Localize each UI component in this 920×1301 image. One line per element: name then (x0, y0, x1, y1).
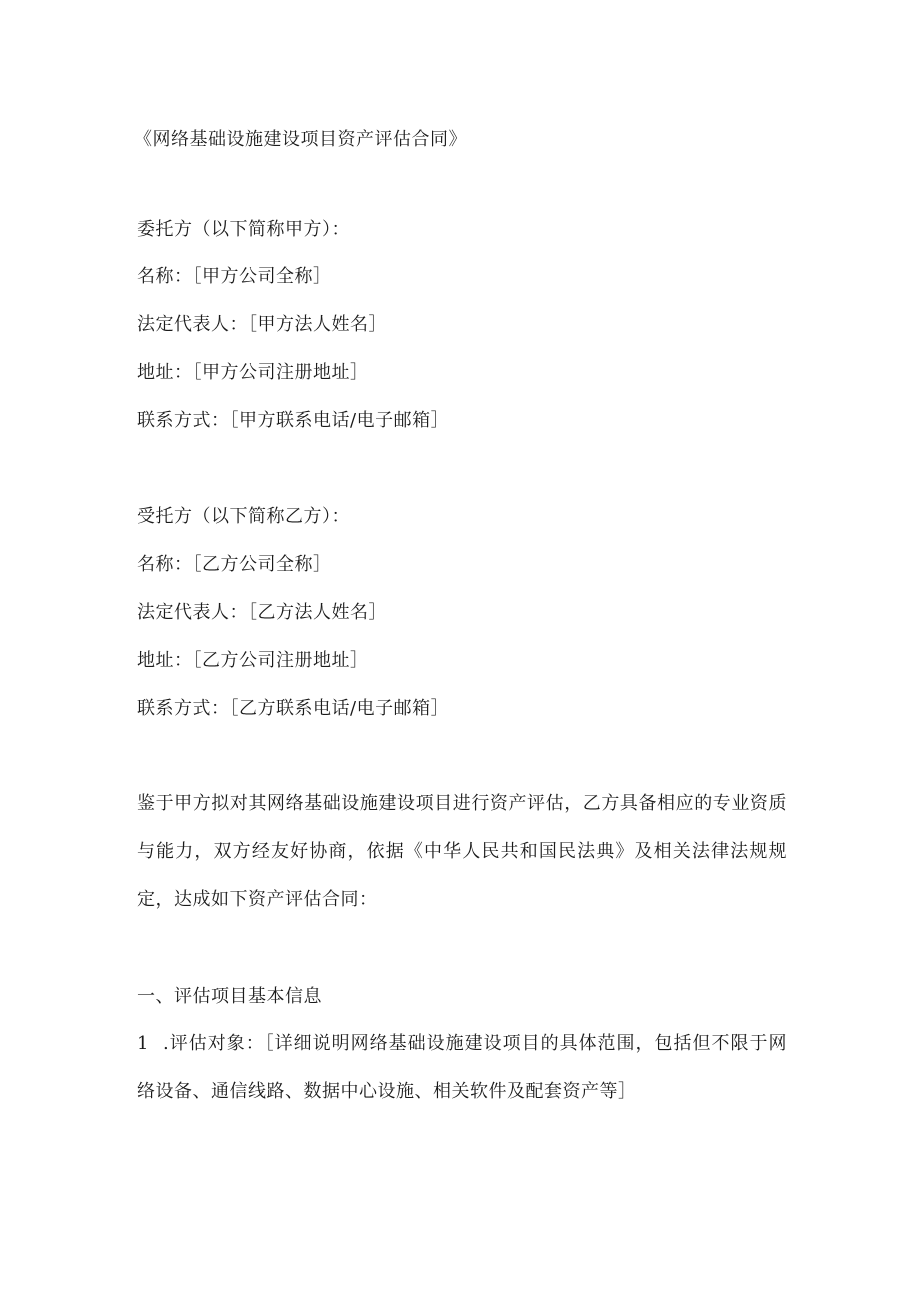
section-1-item-1 (137, 1020, 787, 1116)
party-a-legal-rep: 法定代表人：［甲方法人姓名］ (137, 314, 387, 335)
item-number: 1 (137, 1033, 149, 1054)
party-a-name: 名称：［甲方公司全称］ (137, 266, 332, 287)
party-b-legal-rep: 法定代表人：［乙方法人姓名］ (137, 602, 387, 623)
party-b-address: 地址：［乙方公司注册地址］ (137, 650, 369, 671)
party-b-heading: 受托方（以下简称乙方）： (137, 506, 350, 527)
party-a-address: 地址：［甲方公司注册地址］ (137, 362, 369, 383)
party-a-contact: 联系方式：［甲方联系电话/电子邮箱］ (137, 410, 450, 431)
preamble-paragraph: 鉴于甲方拟对其网络基础设施建设项目进行资产评估，乙方具备相应的专业资质与能力，双方经友好协商，依据《中华人民共和国民法典》及相关法律法规规定，达成如下资产评估合同： (137, 793, 787, 910)
party-b-contact: 联系方式：［乙方联系电话/电子邮箱］ (137, 698, 450, 719)
party-a-heading: 委托方（以下简称甲方）： (137, 219, 350, 240)
document-title: 《网络基础设施建设项目资产评估合同》 (134, 129, 467, 150)
party-b-name: 名称：［乙方公司全称］ (137, 554, 332, 575)
section-1-heading: 一、评估项目基本信息 (137, 986, 322, 1007)
item-text: .评估对象：［详细说明网络基础设施建设项目的具体范围，包括但不限于网络设备、通信线路、数据中心设施、相关软件及配套资产等］ (137, 1033, 787, 1102)
